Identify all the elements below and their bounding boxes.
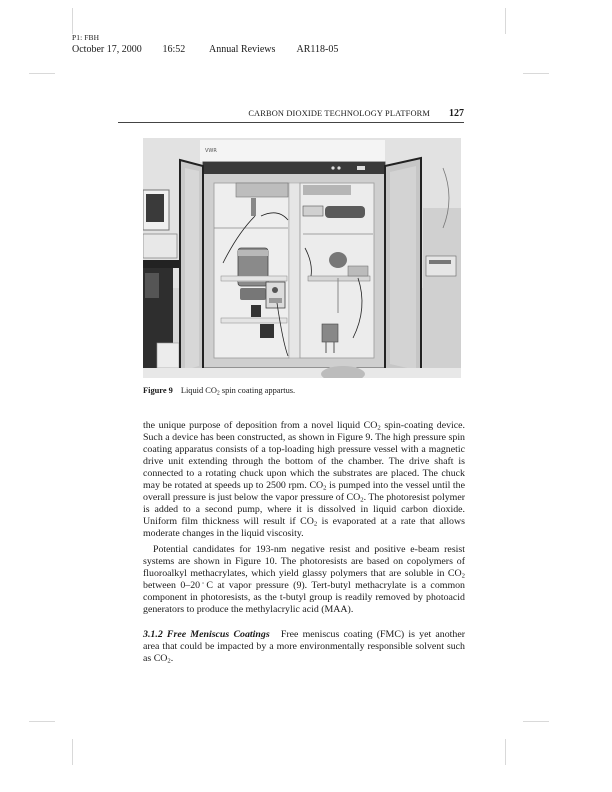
proof-label: P1: FBH [72,33,100,42]
lab-cabinet-illustration [143,138,461,378]
crop-mark [72,739,73,765]
crop-mark [523,73,549,74]
body-paragraph: the unique purpose of deposition from a novel liquid $CO_2$ spin-coating device. Such a device has been constructed, as shown in Figure 9. The high pressure spin coating apparatus consists of a top-loading high pressure vessel with a magnetic drive unit extending through the bottom of the chamber. The drive shaft is connected to a rotating chuck upon which the substrates are placed. The chuck may be rotated at speeds up to 2500 rpm. $CO_2$ is pumped into the vessel until the overall pressure is just below the vapor pressure of $CO_2$. The photoresist polymer is added to a second pump, where it is dissolved in liquid carbon dioxide. Uniform film thickness will result if $CO_2$ is evaporated at a rate that allows moderate changes in the liquid viscosity. [143,420,465,540]
proof-slug [72,44,338,55]
body-paragraph: Potential candidates for 193-nm negative resist and positive e-beam resist systems are shown in Figure 10. The photoresists are based on copolymers of fluoroalkyl methacrylates, which yield glassy polymers that are soluble in $CO_2$ between 0–20◦C at vapor pressure (9). Tert-butyl methacrylate is a common component in photoresists, as the t-butyl group is readily removed by photoacid generators to produce the methylacrylic acid (MAA). [143,544,465,616]
slug-code: AR118-05 [296,44,339,55]
crop-mark [523,721,549,722]
running-head-title: CARBON DIOXIDE TECHNOLOGY PLATFORM [248,109,430,118]
crop-mark [505,739,506,765]
section-heading: 3.1.2 Free Meniscus Coatings [143,629,270,640]
page-number: 127 [449,108,464,119]
slug-date: October 17, 2000 [72,44,142,55]
figure-caption: Figure 9 Liquid $CO_2$ spin coating appartus. [143,386,296,397]
section-paragraph: 3.1.2 Free Meniscus Coatings Free meniscus coating (FMC) is yet another area that could be impacted by a more environmentally responsible solvent such as $CO_2$. [143,629,465,665]
figure-9-photo [143,138,461,378]
slug-publisher: Annual Reviews [209,44,276,55]
crop-mark [29,721,55,722]
crop-mark [29,73,55,74]
running-head [118,107,464,123]
crop-mark [505,8,506,34]
figure-label: Figure 9 [143,386,173,395]
crop-mark [72,8,73,34]
slug-time: 16:52 [162,44,186,55]
svg-text:VWR: VWR [205,148,217,154]
